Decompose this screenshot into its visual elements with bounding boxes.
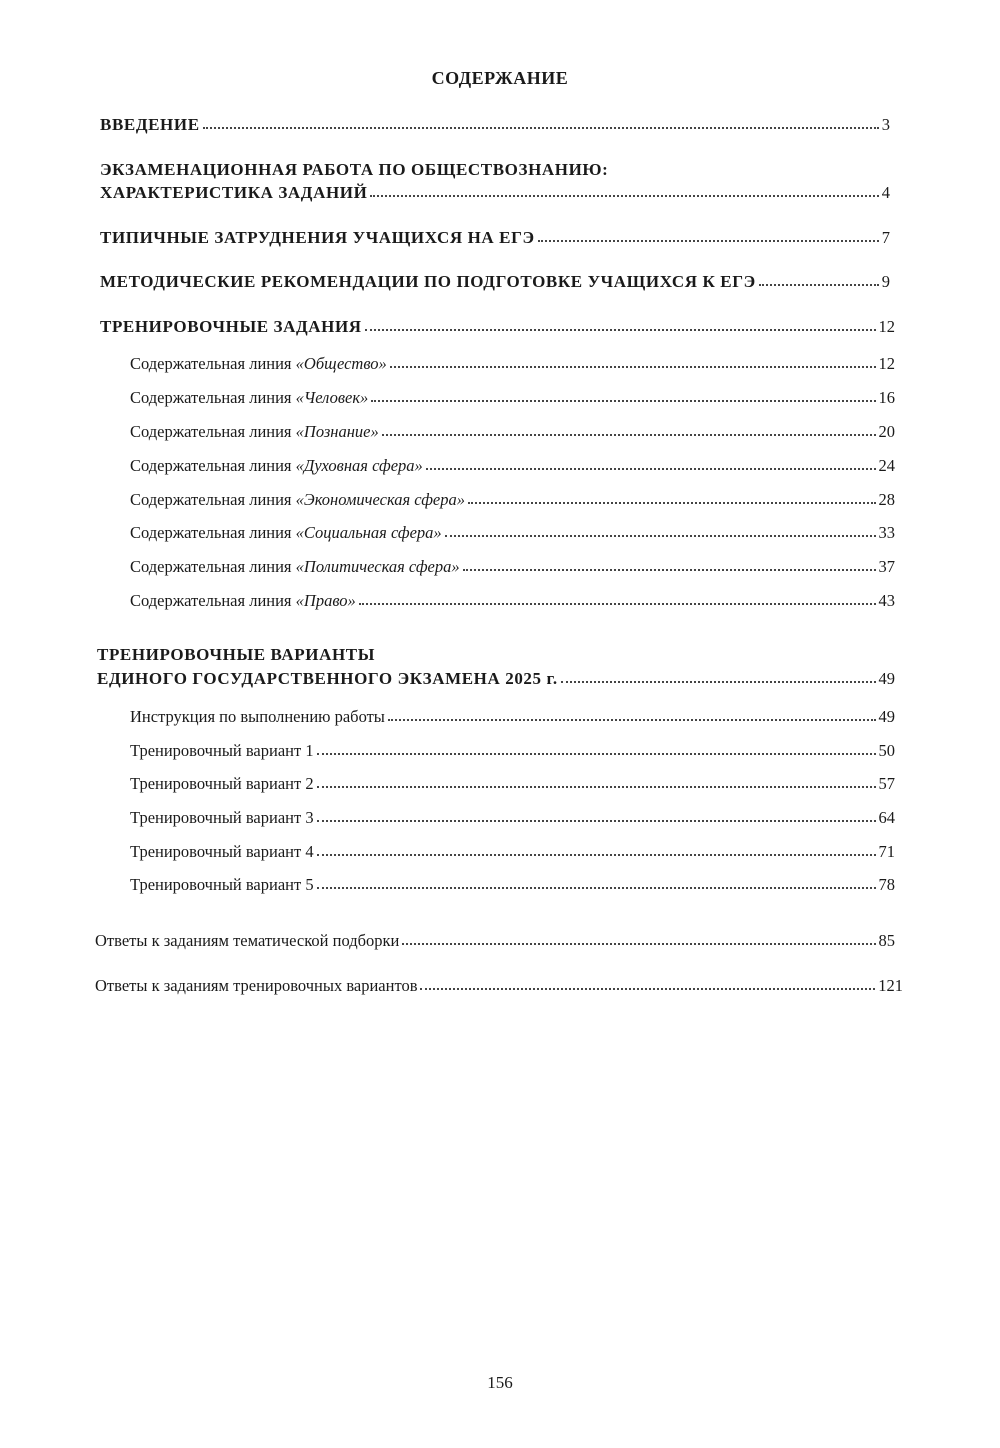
toc-page-number: 33 — [878, 523, 895, 542]
toc-subentry — [130, 352, 895, 376]
toc-page-number: 50 — [878, 741, 895, 760]
toc-subentry — [130, 806, 895, 830]
dot-leader — [371, 394, 875, 402]
page-number: 156 — [487, 1373, 513, 1392]
dot-leader — [317, 881, 876, 889]
toc-page-number: 49 — [878, 707, 895, 726]
toc-page-number: 20 — [878, 422, 895, 441]
toc-label: МЕТОДИЧЕСКИЕ РЕКОМЕНДАЦИИ ПО ПОДГОТОВКЕ УЧАЩИХСЯ К ЕГЭ — [100, 272, 756, 291]
page-title: СОДЕРЖАНИЕ — [431, 68, 569, 88]
toc-page-number: 24 — [878, 456, 895, 475]
toc-page-number: 121 — [878, 976, 903, 995]
toc-page-number: 9 — [881, 272, 890, 291]
toc-label: Содержательная линия «Экономическая сфера» — [130, 490, 465, 509]
dot-leader — [370, 189, 878, 197]
dot-leader — [382, 428, 876, 436]
dot-leader — [203, 121, 879, 129]
toc-page-number: 37 — [878, 557, 895, 576]
toc-heading-line: ТРЕНИРОВОЧНЫЕ ВАРИАНТЫ — [97, 645, 376, 664]
toc-label: ХАРАКТЕРИСТИКА ЗАДАНИЙ — [100, 183, 368, 202]
toc-label: Тренировочный вариант 4 — [130, 842, 314, 861]
toc-label: ТИПИЧНЫЕ ЗАТРУДНЕНИЯ УЧАЩИХСЯ НА ЕГЭ — [100, 228, 535, 247]
dot-leader — [317, 747, 876, 755]
toc-label: Содержательная линия «Социальная сфера» — [130, 523, 442, 542]
toc-page-number: 12 — [878, 317, 895, 336]
dot-leader — [388, 713, 876, 721]
toc-label: ВВЕДЕНИЕ — [100, 115, 200, 134]
dot-leader — [538, 234, 879, 242]
dot-leader — [365, 323, 876, 331]
dot-leader — [390, 360, 876, 368]
toc-subentry — [130, 589, 895, 613]
toc-page-number: 78 — [878, 875, 895, 894]
dot-leader — [420, 982, 875, 990]
toc-subentry — [130, 488, 895, 512]
dot-leader — [759, 278, 879, 286]
dot-leader — [317, 780, 876, 788]
toc-label: Содержательная линия «Общество» — [130, 354, 387, 373]
toc-subentry — [130, 454, 895, 478]
toc-label: Содержательная линия «Познание» — [130, 422, 379, 441]
toc-page-number: 4 — [881, 183, 890, 202]
toc-page-number: 7 — [881, 228, 890, 247]
dot-leader — [359, 597, 876, 605]
toc-label: Ответы к заданиям тренировочных вариантов — [95, 976, 418, 995]
toc-subentry — [130, 873, 895, 897]
toc-label: Тренировочный вариант 3 — [130, 808, 314, 827]
dot-leader — [317, 814, 876, 822]
toc-page-number: 12 — [878, 354, 895, 373]
toc-entry-methods — [100, 270, 890, 294]
toc-heading-line: ЭКЗАМЕНАЦИОННАЯ РАБОТА ПО ОБЩЕСТВОЗНАНИЮ: — [100, 160, 609, 179]
toc-label: Содержательная линия «Человек» — [130, 388, 369, 407]
dot-leader — [445, 529, 876, 537]
toc-subentry — [130, 555, 895, 579]
dot-leader — [426, 462, 876, 470]
toc-entry-variants — [97, 667, 895, 691]
dot-leader — [402, 937, 875, 945]
dot-leader — [463, 563, 876, 571]
toc-page-number: 64 — [878, 808, 895, 827]
toc-subentry — [130, 386, 895, 410]
toc-label: Инструкция по выполнению работы — [130, 707, 385, 726]
dot-leader — [468, 496, 876, 504]
toc-label: Ответы к заданиям тематической подборки — [95, 931, 400, 950]
toc-entry-exam — [100, 181, 890, 205]
toc-entry-answers-topic — [95, 929, 895, 953]
toc-subentry — [130, 705, 895, 729]
toc-label: Тренировочный вариант 2 — [130, 774, 314, 793]
toc-page-number: 28 — [878, 490, 895, 509]
toc-page-number: 71 — [878, 842, 895, 861]
toc-entry-intro — [100, 113, 890, 137]
dot-leader — [317, 848, 876, 856]
toc-page-number: 57 — [878, 774, 895, 793]
toc-subentry — [130, 772, 895, 796]
toc-label: Тренировочный вариант 5 — [130, 875, 314, 894]
toc-page-number: 3 — [881, 115, 890, 134]
toc-label: ЕДИНОГО ГОСУДАРСТВЕННОГО ЭКЗАМЕНА 2025 г. — [97, 669, 558, 688]
toc-subentry — [130, 420, 895, 444]
toc-subentry — [130, 739, 895, 763]
toc-label: Содержательная линия «Право» — [130, 591, 356, 610]
toc-entry-training-tasks — [100, 315, 895, 339]
toc-label: ТРЕНИРОВОЧНЫЕ ЗАДАНИЯ — [100, 317, 362, 336]
toc-page-number: 85 — [878, 931, 895, 950]
toc-label: Тренировочный вариант 1 — [130, 741, 314, 760]
toc-label: Содержательная линия «Духовная сфера» — [130, 456, 423, 475]
dot-leader — [561, 675, 876, 683]
toc-label: Содержательная линия «Политическая сфера» — [130, 557, 460, 576]
toc-page-number: 49 — [878, 669, 895, 688]
toc-page-number: 43 — [878, 591, 895, 610]
toc-entry-difficulties — [100, 226, 890, 250]
toc-page-number: 16 — [878, 388, 895, 407]
toc-subentry — [130, 521, 895, 545]
toc-subentry — [130, 840, 895, 864]
toc-entry-answers-variants — [95, 974, 903, 998]
